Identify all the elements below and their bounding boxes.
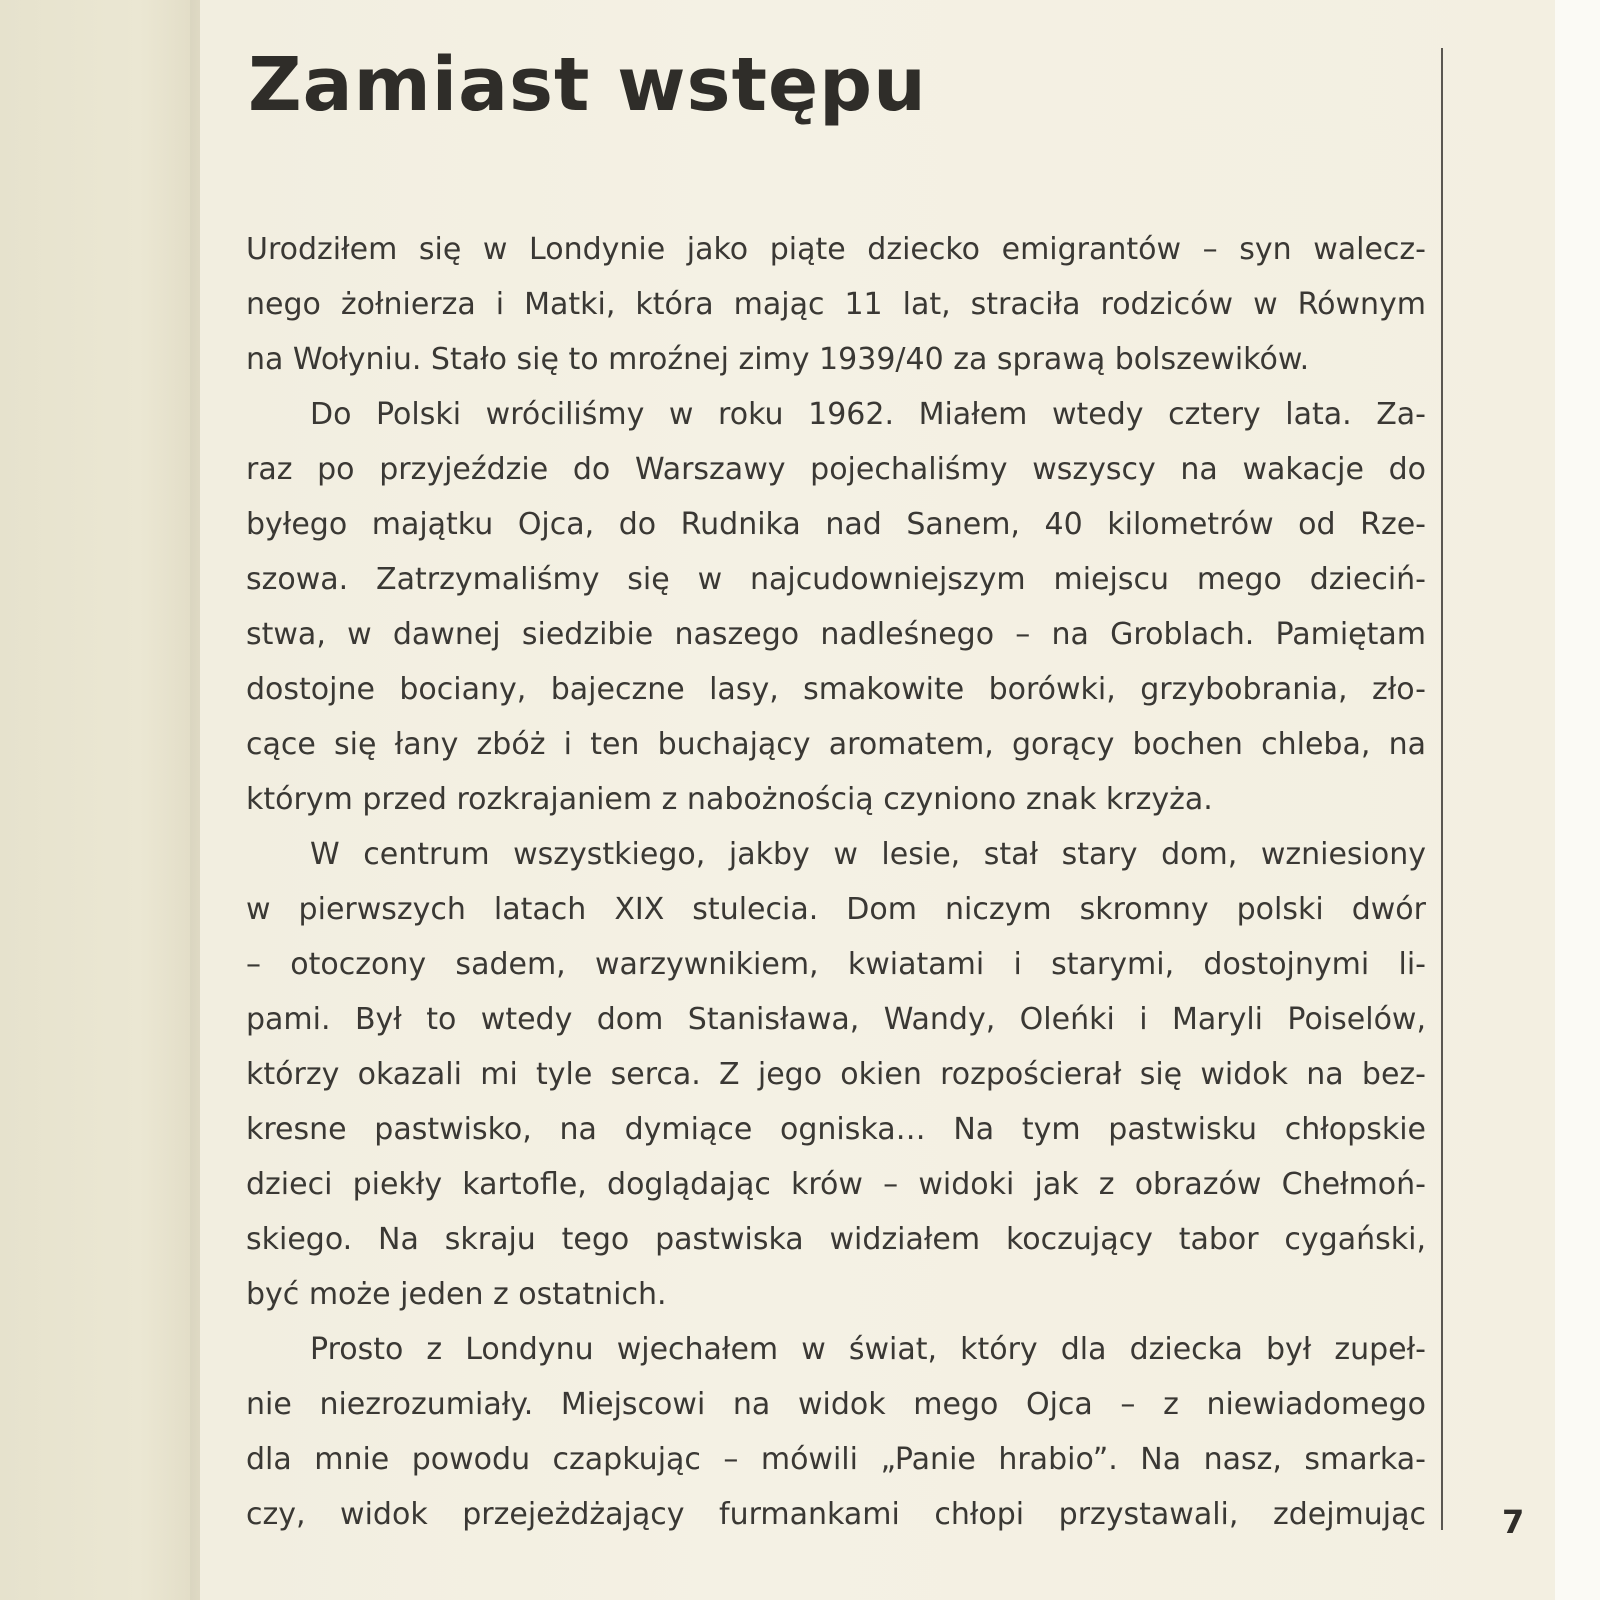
chapter-title: Zamiast wstępu	[248, 42, 927, 128]
text-line: być może jeden z ostatnich.	[246, 1277, 667, 1312]
text-line: szowa. Zatrzymaliśmy się w najcudowniejszym miejscu mego dzieciń-	[246, 562, 1426, 597]
text-line: – otoczony sadem, warzywnikiem, kwiatami i starymi, dostojnymi li-	[246, 947, 1426, 982]
text-line: raz po przyjeździe do Warszawy pojechaliśmy wszyscy na wakacje do	[246, 452, 1426, 487]
text-line: cące się łany zbóż i ten buchający aromatem, gorący bochen chleba, na	[246, 727, 1426, 762]
text-line: na Wołyniu. Stało się to mroźnej zimy 1939/40 za sprawą bolszewików.	[246, 342, 1310, 377]
text-line: dostojne bociany, bajeczne lasy, smakowite borówki, grzybobrania, zło-	[246, 672, 1426, 707]
text-line: dla mnie powodu czapkując – mówili „Panie hrabio”. Na nasz, smarka-	[246, 1442, 1426, 1477]
text-line: byłego majątku Ojca, do Rudnika nad Sanem, 40 kilometrów od Rze-	[246, 507, 1426, 542]
text-line: dzieci piekły kartofle, doglądając krów – widoki jak z obrazów Chełmoń-	[246, 1167, 1426, 1202]
text-line: pami. Był to wtedy dom Stanisława, Wandy, Oleńki i Maryli Poiselów,	[246, 1002, 1426, 1037]
text-line: którym przed rozkrajaniem z nabożnością czyniono znak krzyża.	[246, 782, 1213, 817]
text-line: w pierwszych latach XIX stulecia. Dom niczym skromny polski dwór	[246, 892, 1426, 927]
facing-page-edge	[0, 0, 200, 1600]
page-edge	[1555, 0, 1600, 1600]
text-line: czy, widok przejeżdżający furmankami chłopi przystawali, zdejmując	[246, 1497, 1426, 1532]
text-line: stwa, w dawnej siedzibie naszego nadleśnego – na Groblach. Pamiętam	[246, 617, 1426, 652]
text-line: nie niezrozumiały. Miejscowi na widok mego Ojca – z niewiadomego	[246, 1387, 1426, 1422]
text-line: skiego. Na skraju tego pastwiska widziałem koczujący tabor cygański,	[246, 1222, 1426, 1257]
text-line: Do Polski wróciliśmy w roku 1962. Miałem wtedy cztery lata. Za-	[310, 397, 1426, 432]
text-line: Urodziłem się w Londynie jako piąte dziecko emigrantów – syn walecz-	[246, 232, 1426, 267]
text-line: W centrum wszystkiego, jakby w lesie, stał stary dom, wzniesiony	[310, 837, 1426, 872]
text-line: którzy okazali mi tyle serca. Z jego okien rozpościerał się widok na bez-	[246, 1057, 1426, 1092]
text-line: Prosto z Londynu wjechałem w świat, który dla dziecka był zupeł-	[310, 1332, 1426, 1367]
text-line: nego żołnierza i Matki, która mając 11 lat, straciła rodziców w Równym	[246, 287, 1426, 322]
body-text	[246, 222, 1426, 1542]
text-line: kresne pastwisko, na dymiące ogniska… Na tym pastwisku chłopskie	[246, 1112, 1426, 1147]
margin-rule	[1441, 48, 1443, 1530]
page-number: 7	[1502, 1503, 1525, 1541]
